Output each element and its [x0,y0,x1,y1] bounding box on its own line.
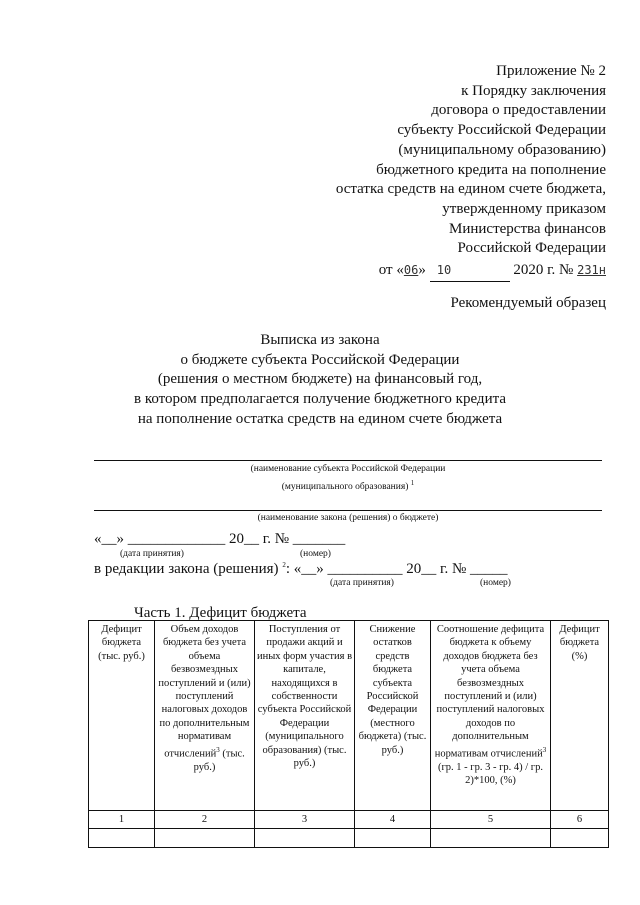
header-cell: Объем доходов бюджета без учета объема безвозмездных поступлений и (или) поступлений налоговых доходов по дополнительным нормативам отчислений$^3$ (тыс. руб.) [155,621,255,811]
deficit-table [88,620,609,848]
table-cell[interactable] [551,829,609,848]
order-month-sep: » [418,262,426,279]
order-year: 2020 г. № [513,262,574,279]
table-cell[interactable] [355,829,431,848]
part-title: Часть 1. Дефицит бюджета [134,605,307,621]
order-prefix: от « [378,262,404,279]
subject-caption: (наименование субъекта Российской Федерации (муниципального образования) $^1$ [250,464,446,493]
edition-date-caption: (дата принятия) [330,578,394,588]
order-number: 231н [577,263,606,278]
edition-line: в редакции закона (решения) $^2$: «__» __________ 20__ г. № _____ [94,561,508,577]
header-cell: Дефицит бюджета (тыс. руб.) [89,621,155,811]
table-cell[interactable] [431,829,551,848]
title-line: Выписка из закона [260,332,380,348]
number-cell: 1 [89,811,155,829]
edition-number-caption: (номер) [480,578,511,588]
footnote-1: 1 [410,479,415,487]
table-cell[interactable] [155,829,255,848]
appendix-header [336,62,606,282]
order-date-line [336,261,606,282]
title-line: (решения о местном бюджете) на финансовый год, [157,371,483,388]
appendix-line: остатка средств на едином счете бюджета, [335,181,606,198]
document-title [0,331,640,430]
appendix-line: бюджетного кредита на пополнение [376,161,606,178]
header-cell: Соотношение дефицита бюджета к объему доходов бюджета без учета объема безвозмездных поступлений и (или) поступлений налоговых доходов по дополнительным нормативам отчислений$^3$ (гр. 1 - гр. 3 - гр. 4) / гр. 2)*100, (%) [431,621,551,811]
table-cell[interactable] [89,829,155,848]
appendix-line: Российской Федерации [457,240,606,257]
number-cell: 2 [155,811,255,829]
appendix-line: (муниципальному образованию) [398,141,606,158]
title-line: в котором предполагается получение бюджетного кредита [133,391,506,408]
header-cell: Поступления от продажи акций и иных форм участия в капитале, находящихся в собственности субъекта Российской Федерации (муниципального образования) (тыс. руб.) [255,621,355,811]
number-cell: 4 [355,811,431,829]
appendix-line: Министерства финансов [449,220,606,237]
footnote-2: 2 [282,561,286,569]
appendix-line: Приложение № 2 [496,63,606,79]
appendix-line: субъекту Российской Федерации [397,122,606,139]
title-line: на пополнение остатка средств на едином счете бюджета [137,410,503,427]
order-day: 06 [403,263,419,278]
appendix-line: договора о предоставлении [431,102,606,119]
table-row [89,829,609,848]
number-cell: 6 [551,811,609,829]
table-cell[interactable] [255,829,355,848]
appendix-line: к Порядку заключения [461,82,606,99]
recommended-sample: Рекомендуемый образец [450,295,606,311]
number-cell: 3 [255,811,355,829]
number-cell: 5 [431,811,551,829]
adoption-number-caption: (номер) [300,549,331,559]
adoption-date-caption: (дата принятия) [120,549,184,559]
law-name-line [94,510,602,511]
table-header-row [89,621,609,811]
title-line: о бюджете субъекта Российской Федерации [180,351,460,368]
header-cell: Дефицит бюджета (%) [551,621,609,811]
order-month: 10 [430,261,510,282]
appendix-line: утвержденному приказом [442,200,606,217]
adoption-date-line: «__» _____________ 20__ г. № _______ [94,531,346,547]
subject-name-line [94,460,602,461]
header-cell: Снижение остатков средств бюджета субъекта Российской Федерации (местного бюджета) (тыс. руб.) [355,621,431,811]
law-caption: (наименование закона (решения) о бюджете) [257,513,439,523]
table-number-row [89,811,609,829]
